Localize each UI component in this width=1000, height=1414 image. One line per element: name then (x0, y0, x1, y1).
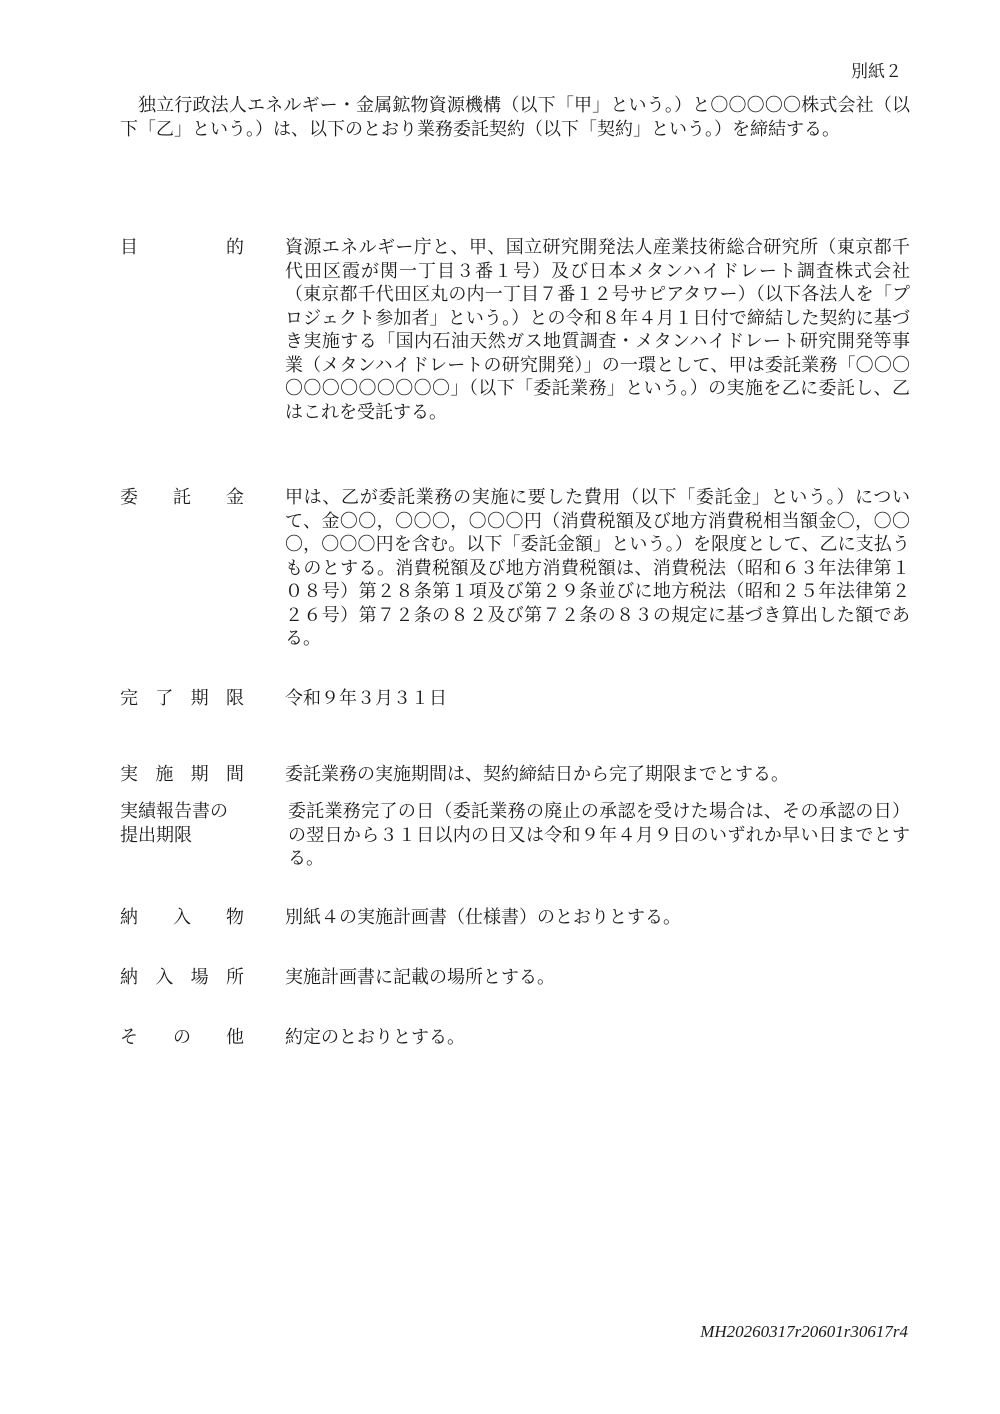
section-label-implementation-period: 実 施 期 間 (120, 764, 244, 785)
section-body-report-deadline: 委託業務完了の日（委託業務の廃止の承認を受けた場合は、その承認の日）の翌日から３１日以内の日又は令和９年４月９日のいずれか早い日までとする。 (288, 801, 910, 869)
section-body-purpose: 資源エネルギー庁と、甲、国立研究開発法人産業技術総合研究所（東京都千代田区霞が関一丁目３番１号）及び日本メタンハイドレート調査株式会社（東京都千代田区丸の内一丁目７番１２号サピアタワー）（以下各法人を「プロジェクト参加者」という。）との令和８年４月１日付で締結した契約に基づき実施する「国内石油天然ガス地質調査・メタンハイドレート研究開発等事業（メタンハイドレートの研究開発）」の一環として、甲は委託業務「〇〇〇〇〇〇〇〇〇〇〇〇」（以下「委託業務」という。）の実施を乙に委託し、乙はこれを受託する。 (285, 237, 910, 423)
document-code: MH20260317r20601r30617r4 (700, 1322, 908, 1341)
section-label-purpose: 目 的 (120, 237, 244, 258)
section-label-report-deadline: 実績報告書の 提出期限 (120, 801, 228, 846)
section-body-completion-deadline: 令和９年３月３１日 (285, 688, 447, 709)
intro-paragraph: 独立行政法人エネルギー・金属鉱物資源機構（以下「甲」という。）と〇〇〇〇〇株式会社（以下「乙」という。）は、以下のとおり業務委託契約（以下「契約」という。）を締結する。 (120, 95, 910, 140)
section-body-commission-fee: 甲は、乙が委託業務の実施に要した費用（以下「委託金」という。）について、金〇〇，〇〇〇，〇〇〇円（消費税額及び地方消費税相当額金〇，〇〇〇，〇〇〇円を含む。以下「委託金額」という。）を限度として、乙に支払うものとする。消費税額及び地方消費税額は、消費税法（昭和６３年法律第１０８号）第２８条第１項及び第２９条並びに地方税法（昭和２５年法律第２２６号）第７２条の８２及び第７２条の８３の規定に基づき算出した額である。 (285, 487, 910, 649)
section-label-deliverables: 納 入 物 (120, 907, 244, 928)
section-label-delivery-location: 納 入 場 所 (120, 967, 244, 988)
section-label-completion-deadline: 完 了 期 限 (120, 688, 244, 709)
attachment-label: 別紙２ (851, 62, 902, 82)
section-label-other: そ の 他 (120, 1027, 244, 1048)
section-body-delivery-location: 実施計画書に記載の場所とする。 (285, 967, 555, 988)
section-body-deliverables: 別紙４の実施計画書（仕様書）のとおりとする。 (285, 907, 681, 928)
section-body-implementation-period: 委託業務の実施期間は、契約締結日から完了期限までとする。 (285, 764, 789, 785)
section-body-other: 約定のとおりとする。 (285, 1027, 465, 1048)
section-label-commission-fee: 委 託 金 (120, 487, 244, 508)
